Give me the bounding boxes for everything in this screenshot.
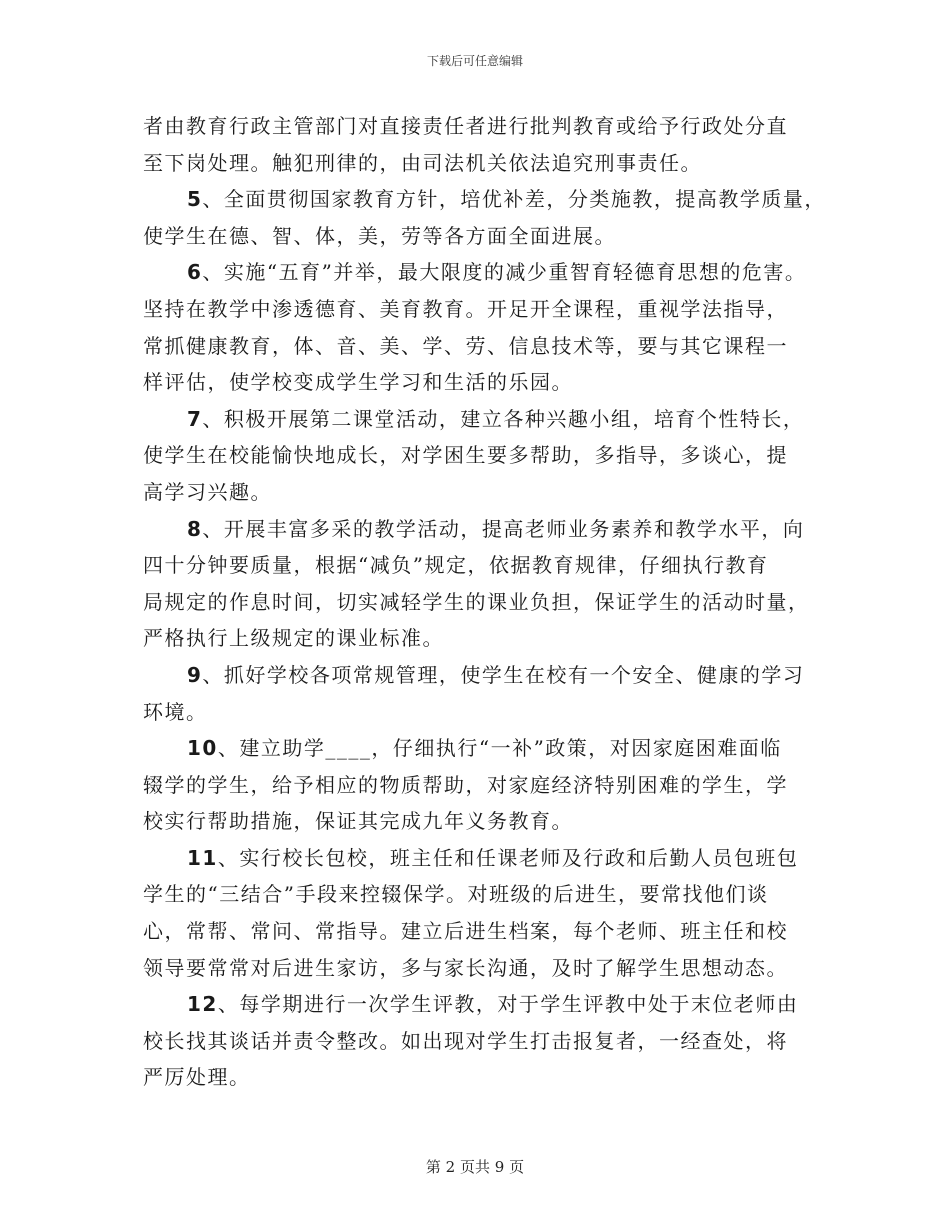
text-line: 环境。 (143, 699, 208, 724)
text-line: 坚持在教学中渗透德育、美育教育。开足开全课程，重视学法指导， (143, 296, 788, 321)
text-run: 、抓好学校各项常规管理，使学生在校有一个安全、健康的学习 (202, 662, 805, 687)
text-line: 心，常帮、常问、常指导。建立后进生档案，每个老师、班主任和校 (143, 919, 788, 944)
text-line: 样评估，使学校变成学生学习和生活的乐园。 (143, 370, 573, 395)
document-body (143, 108, 843, 1096)
text-line: 局规定的作息时间，切实减轻学生的课业负担，保证学生的活动时量， (143, 589, 810, 614)
item-number: 6 (187, 260, 203, 285)
text-run: 、开展丰富多采的教学活动，提高老师业务素养和教学水平，向 (202, 516, 805, 541)
text-line: 常抓健康教育，体、音、美、学、劳、信息技术等，要与其它课程一 (143, 333, 788, 358)
text-line: 领导要常常对后进生家访，多与家长沟通，及时了解学生思想动态。 (143, 955, 788, 980)
text-line: 辍学的学生，给予相应的物质帮助，对家庭经济特别困难的学生，学 (143, 772, 788, 797)
paragraph-first-line (143, 511, 843, 548)
item-number: 12 (187, 992, 218, 1017)
paragraph-first-line (143, 254, 843, 291)
text-line: 校实行帮助措施，保证其完成九年义务教育。 (143, 809, 573, 834)
text-line: 者由教育行政主管部门对直接责任者进行批判教育或给予行政处分直 (143, 114, 788, 138)
text-run: 、建立助学____，仔细执行“一补”政策，对因家庭困难面临 (217, 736, 782, 761)
paragraph-first-line (143, 401, 843, 438)
text-run: 、实施“五育”并举，最大限度的减少重智育轻德育思想的危害。 (202, 260, 807, 285)
text-run: 、实行校长包校，班主任和任课老师及行政和后勤人员包班包 (217, 845, 799, 870)
text-line: 严格执行上级规定的课业标准。 (143, 626, 444, 651)
text-run: 、积极开展第二课堂活动，建立各种兴趣小组，培育个性特长， (202, 406, 805, 431)
item-number: 8 (187, 516, 203, 541)
item-number: 11 (187, 845, 218, 870)
item-number: 7 (187, 406, 203, 431)
text-line: 四十分钟要质量，根据“减负”规定，依据教育规律，仔细执行教育 (143, 553, 769, 578)
text-line: 使学生在德、智、体，美，劳等各方面全面进展。 (143, 223, 616, 248)
page-footer: 第 2 页共 9 页 (425, 1158, 525, 1176)
text-run: 、全面贯彻国家教育方针，培优补差，分类施教，提高教学质量， (202, 187, 826, 212)
text-line: 校长找其谈话并责令整改。如出现对学生打击报复者，一经查处，将 (143, 1028, 788, 1053)
item-number: 10 (187, 736, 218, 761)
item-number: 9 (187, 662, 203, 687)
text-line: 使学生在校能愉快地成长，对学困生要多帮助，多指导，多谈心，提 (143, 443, 788, 468)
item-number: 5 (187, 187, 203, 212)
text-line: 至下岗处理。触犯刑律的，由司法机关依法追究刑事责任。 (143, 150, 702, 175)
paragraph-first-line (143, 657, 843, 694)
text-line: 学生的“三结合”手段来控辍保学。对班级的后进生，要常找他们谈 (143, 882, 769, 907)
paragraph-first-line (143, 181, 843, 218)
paragraph-first-line (143, 840, 843, 877)
paragraph-first-line (143, 730, 843, 767)
text-line: 严厉处理。 (143, 1065, 251, 1090)
paragraph-first-line (143, 986, 843, 1023)
text-line: 高学习兴趣。 (143, 479, 272, 504)
page-header: 下载后可任意编辑 (426, 54, 523, 68)
text-run: 、每学期进行一次学生评教，对于学生评教中处于末位老师由 (217, 992, 799, 1017)
